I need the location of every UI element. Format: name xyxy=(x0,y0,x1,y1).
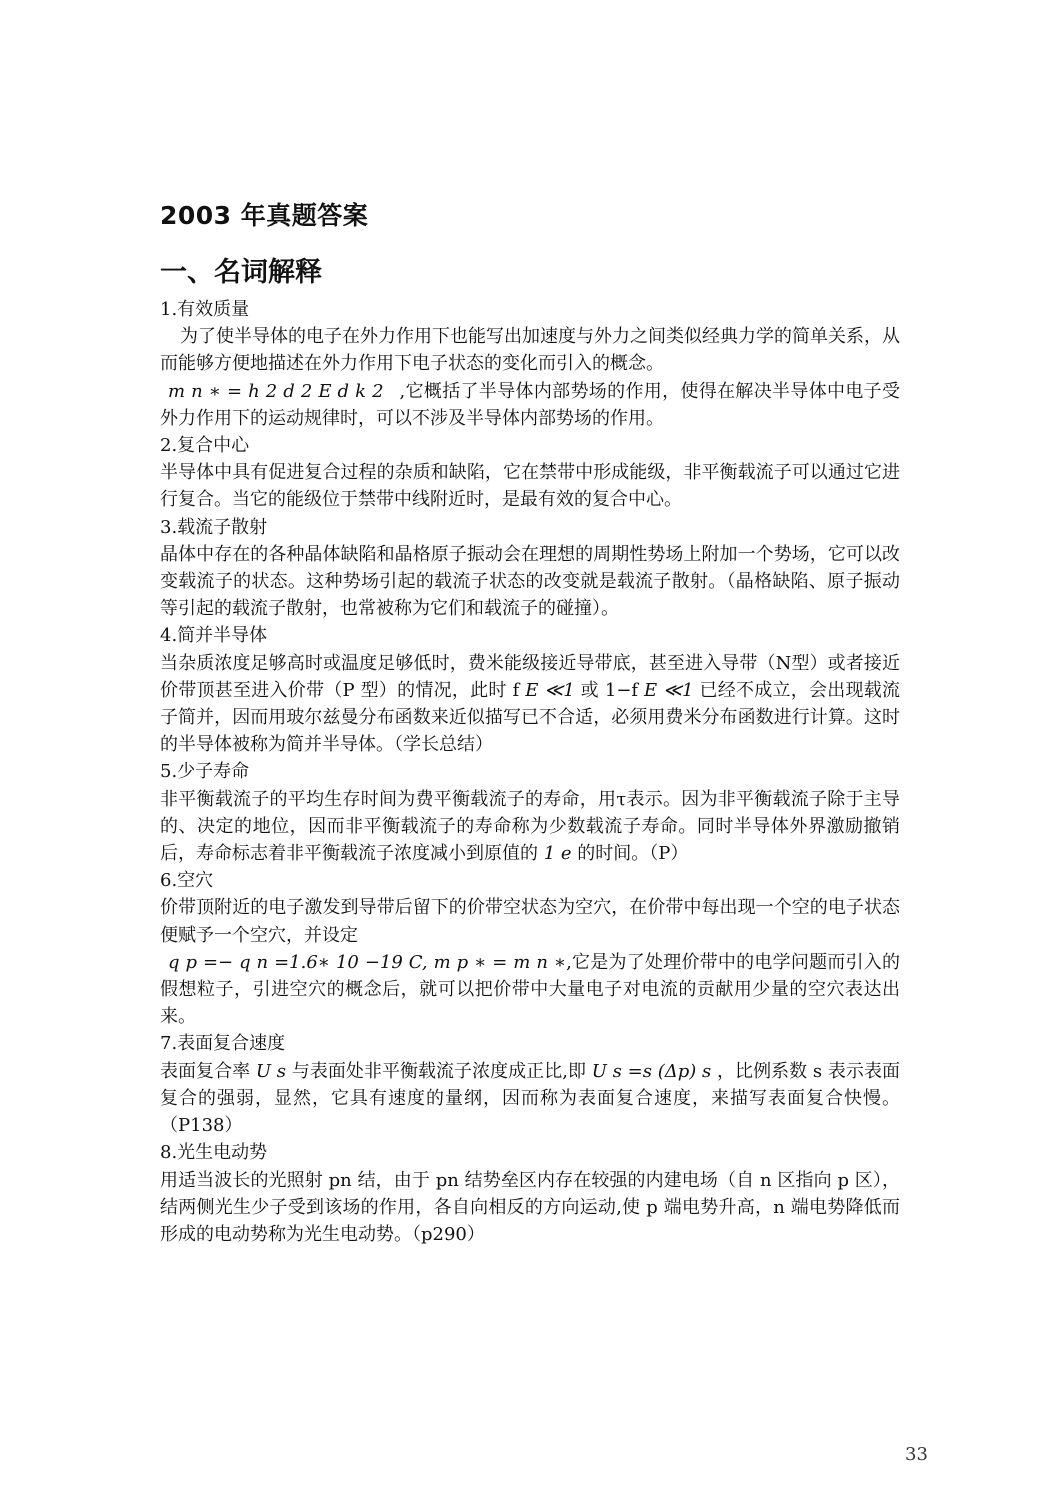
term-heading: 8.光生电动势 xyxy=(160,1142,268,1164)
page-number: 33 xyxy=(905,1444,928,1465)
definition-text: ,它概括了半导体内部势场的作用，使得在解决半导体中电子受外力作用下的运动规律时，可以不涉及半导体内部势场的作用。 xyxy=(160,380,900,429)
term-heading: 3.载流子散射 xyxy=(160,516,268,538)
math-expression: m n ∗ = h 2 d 2 E d k 2 xyxy=(168,380,384,402)
term-heading: 2.复合中心 xyxy=(160,435,250,457)
math-expression: q p =− q n =1.6∗ 10 −19 C, m p ∗ = m n ∗ xyxy=(168,951,567,973)
math-expression: E ≪1 xyxy=(644,679,694,701)
definition-text: 表面复合率 xyxy=(160,1060,256,1082)
page-title: 2003 年真题答案 xyxy=(160,201,369,230)
definition-text: 已经不成立，会出现载流子简并，因而用玻尔兹曼分布函数来近似描写已不合适，必须用费米分布函数进行计算。这时的半导体被称为简并半导体。（学长总结） xyxy=(160,679,900,756)
definition-text: 的时间。（P） xyxy=(571,843,689,865)
term-definition xyxy=(160,650,900,759)
definition-text: 价带顶附近的电子激发到导带后留下的价带空状态为空穴，在价带中每出现一个空的电子状态便赋予一个空穴，并设定 xyxy=(160,897,900,946)
definition-text: 或 1−f xyxy=(574,679,645,701)
definition-text: 为了使半导体的电子在外力作用下也能写出加速度与外力之间类似经典力学的简单关系，从而能够方便地描述在外力作用下电子状态的变化而引入的概念。 xyxy=(160,326,900,375)
math-expression: 1 e xyxy=(543,843,572,865)
term-heading: 1.有效质量 xyxy=(160,299,250,320)
term-heading: 5.少子寿命 xyxy=(160,761,250,783)
term-definition: 半导体中具有促进复合过程的杂质和缺陷，它在禁带中形成能级，非平衡载流子可以通过它进行复合。当它的能级位于禁带中线附近时，是最有效的复合中心。 xyxy=(160,462,900,511)
definition-text: 非平衡载流子的平均生存时间为费平衡载流子的寿命，用τ表示。因为非平衡载流子除于主导的、决定的地位，因而非平衡载流子的寿命称为少数载流子寿命。同时半导体外界激励撤销后，寿命标志着非平衡载流子浓度减小到原值的 xyxy=(160,788,900,865)
math-expression: U s =s (Δp) s xyxy=(591,1060,712,1082)
term-heading: 4.简并半导体 xyxy=(160,625,268,647)
definition-text: ，比例系数 s 表示表面复合的强弱，显然，它具有速度的量纲，因而称为表面复合速度，来描写表面复合快慢。（P138） xyxy=(160,1060,900,1137)
math-expression: U s xyxy=(255,1060,287,1082)
term-definition xyxy=(160,323,900,432)
definition-text: 与表面处非平衡载流子浓度成正比,即 xyxy=(286,1060,592,1082)
term-definition xyxy=(160,894,900,1030)
term-definition xyxy=(160,786,900,868)
term-definition: 晶体中存在的各种晶体缺陷和晶格原子振动会在理想的周期性势场上附加一个势场，它可以改变载流子的状态。这种势场引起的载流子状态的改变就是载流子散射。（晶格缺陷、原子振动等引起的载流子散射，也常被称为它们和载流子的碰撞）。 xyxy=(160,543,900,620)
term-definition: 用适当波长的光照射 pn 结，由于 pn 结势垒区内存在较强的内建电场（自 n 区指向 p 区），结两侧光生少子受到该场的作用，各自向相反的方向运动,使 p 端电势升高，n 端电势降低而形成的电动势称为光生电动势。（p290） xyxy=(160,1169,900,1245)
math-expression: E ≪1 xyxy=(525,679,575,701)
term-heading: 7.表面复合速度 xyxy=(160,1033,286,1055)
document-body xyxy=(160,296,900,1248)
definition-text: ,它是为了处理价带中的电学问题而引入的假想粒子，引进空穴的概念后，就可以把价带中大量电子对电流的贡献用少量的空穴表达出来。 xyxy=(160,951,900,1028)
definition-text: 当杂质浓度足够高时或温度足够低时，费米能级接近导带底，甚至进入导带（N型）或者接近价带顶甚至进入价带（P 型）的情况，此时 f xyxy=(160,652,900,701)
section-heading: 一、名词解释 xyxy=(160,257,322,288)
term-heading: 6.空穴 xyxy=(160,870,214,892)
term-definition xyxy=(160,1058,900,1140)
